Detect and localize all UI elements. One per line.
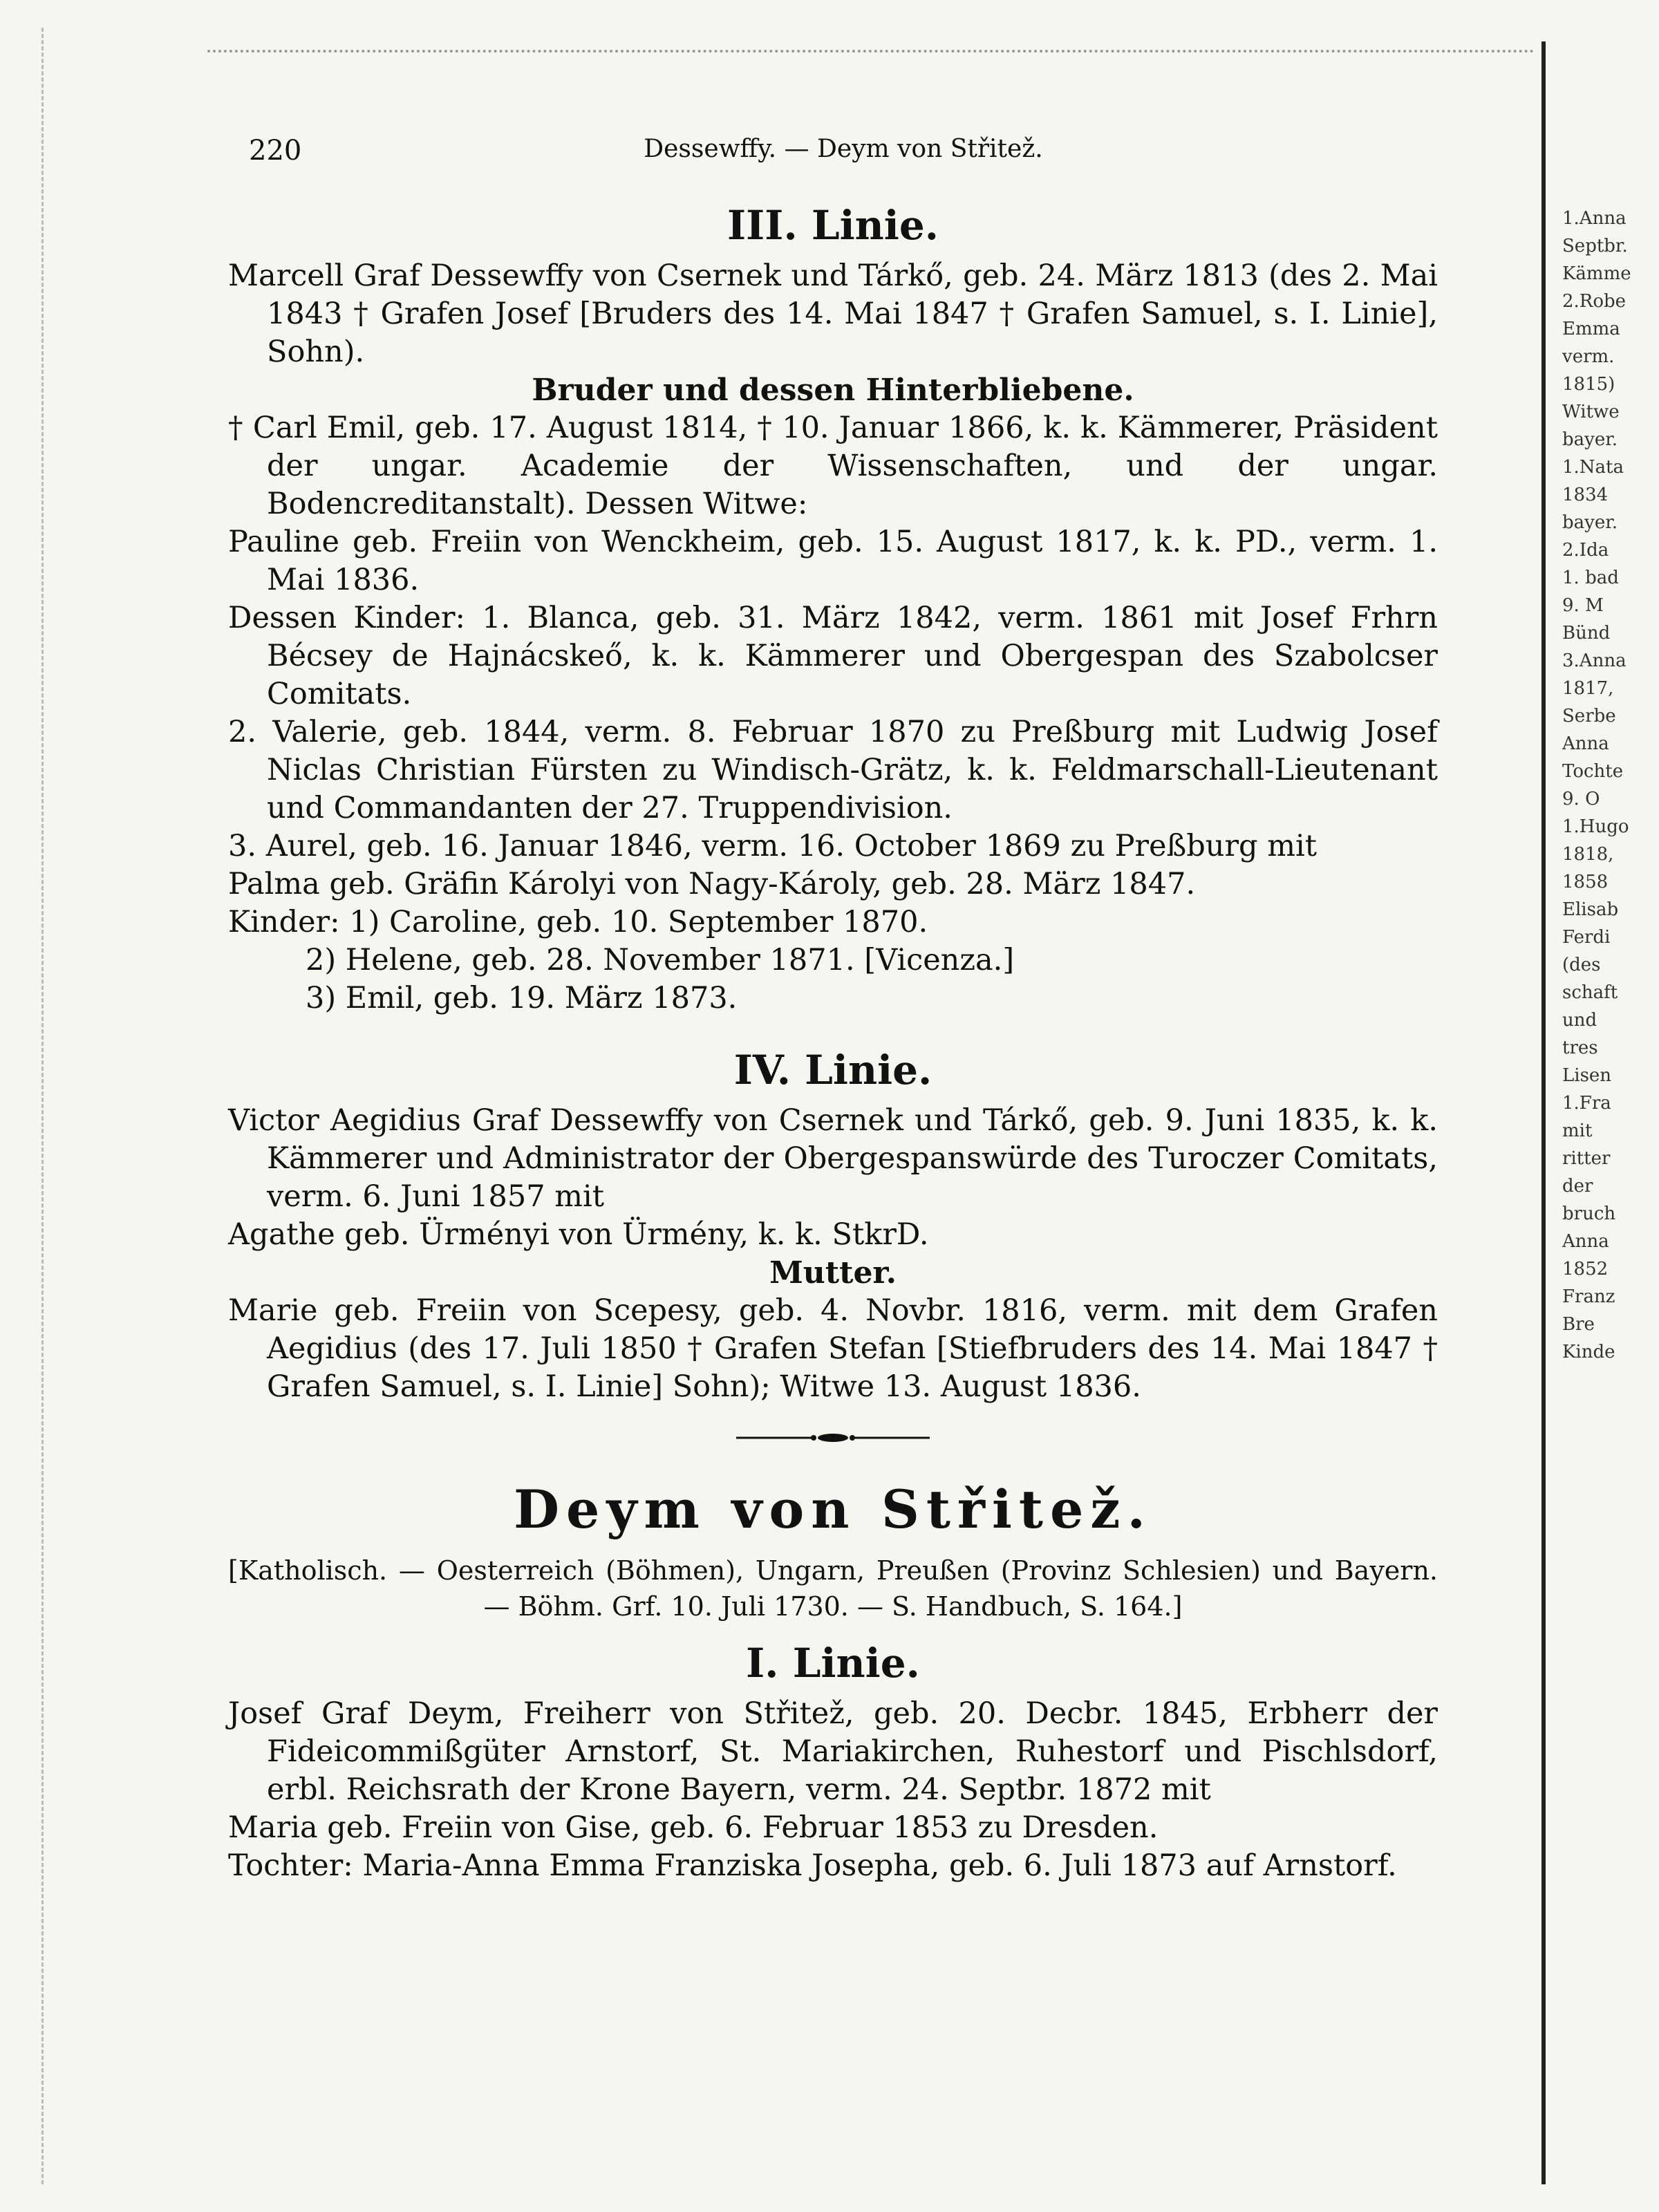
margin-fragment: Anna xyxy=(1562,1231,1609,1252)
subhead-bruder: Bruder und dessen Hinterbliebene. xyxy=(532,373,1134,408)
margin-fragment: Witwe xyxy=(1562,402,1620,422)
page-content xyxy=(228,200,1438,1885)
entry-maria-gise: Maria geb. Freiin von Gise, geb. 6. Februar 1853 zu Dresden. xyxy=(228,1810,1159,1845)
entry-valerie: 2. Valerie, geb. 1844, verm. 8. Februar 1870 zu Preßburg mit Ludwig Josef Niclas Christian Fürsten zu Windisch-Grätz, k. k. Feldmarschall-Lieutenant und Commandanten der 27. Truppendivision. xyxy=(228,715,1438,825)
margin-fragment: 1. bad xyxy=(1562,568,1619,588)
margin-fragment: und xyxy=(1562,1010,1597,1031)
ornament-divider xyxy=(228,1418,1438,1453)
ornament-rule-icon xyxy=(736,1431,930,1445)
margin-fragment: Tochte xyxy=(1562,761,1624,782)
margin-fragment: Serbe xyxy=(1562,706,1616,727)
family-title-deym: Deym von Střitež. xyxy=(514,1479,1152,1540)
margin-fragment: 1852 xyxy=(1562,1259,1609,1280)
margin-fragment: 1858 xyxy=(1562,872,1609,892)
margin-fragment: Ferdi xyxy=(1562,927,1611,948)
subhead-mutter: Mutter. xyxy=(769,1255,897,1291)
adjacent-page-fragments xyxy=(1562,207,1652,1369)
margin-fragment: 9. M xyxy=(1562,595,1604,616)
entry-kinder-blanca: Dessen Kinder: 1. Blanca, geb. 31. März 1842, verm. 1861 mit Josef Frhrn Bécsey de Hajnácskeő, k. k. Kämmerer und Obergespan des Szabolcser Comitats. xyxy=(228,601,1438,711)
entry-aurel: 3. Aurel, geb. 16. Januar 1846, verm. 16. October 1869 zu Preßburg mit xyxy=(228,829,1318,863)
margin-fragment: Franz xyxy=(1562,1286,1615,1307)
margin-fragment: Lisen xyxy=(1562,1065,1612,1086)
entry-palma: Palma geb. Gräfin Károlyi von Nagy-Károly, geb. 28. März 1847. xyxy=(228,867,1196,901)
margin-fragment: ritter xyxy=(1562,1148,1611,1169)
entry-josef-deym: Josef Graf Deym, Freiherr von Střitež, geb. 20. Decbr. 1845, Erbherr der Fideicommißgüter Arnstorf, St. Mariakirchen, Ruhestorf und Pischlsdorf, erbl. Reichsrath der Krone Bayern, verm. 24. Septbr. 1872 mit xyxy=(228,1696,1438,1807)
margin-fragment: Emma xyxy=(1562,319,1620,339)
margin-fragment: Kinde xyxy=(1562,1342,1615,1362)
margin-fragment: 3.Anna xyxy=(1562,650,1627,671)
margin-fragment: Bre xyxy=(1562,1314,1595,1335)
entry-tochter: Tochter: Maria-Anna Emma Franziska Josepha, geb. 6. Juli 1873 auf Arnstorf. xyxy=(228,1848,1397,1883)
entry-carl-emil: † Carl Emil, geb. 17. August 1814, † 10. Januar 1866, k. k. Kämmerer, Präsident der ungar. Academie der Wissenschaften, und der ungar. Bodencreditanstalt). Dessen Witwe: xyxy=(228,411,1438,521)
margin-fragment: 1834 xyxy=(1562,485,1609,505)
margin-fragment: Bünd xyxy=(1562,623,1611,644)
entry-agathe: Agathe geb. Ürményi von Ürmény, k. k. StkrD. xyxy=(228,1217,929,1252)
entry-marcell: Marcell Graf Dessewffy von Csernek und Tárkő, geb. 24. März 1813 (des 2. Mai 1843 † Grafen Josef [Bruders des 14. Mai 1847 † Grafen Samuel, s. I. Linie], Sohn). xyxy=(228,259,1438,369)
margin-fragment: (des xyxy=(1562,955,1601,975)
margin-fragment: bayer. xyxy=(1562,429,1618,450)
section-heading-iv: IV. Linie. xyxy=(733,1047,932,1094)
margin-fragment: 1.Hugo xyxy=(1562,816,1629,837)
margin-fragment: 1.Anna xyxy=(1562,208,1627,229)
entry-pauline: Pauline geb. Freiin von Wenckheim, geb. 15. August 1817, k. k. PD., verm. 1. Mai 1836. xyxy=(228,525,1438,597)
margin-fragment: 2.Ida xyxy=(1562,540,1609,561)
margin-fragment: Septbr. xyxy=(1562,236,1628,256)
family-description: [Katholisch. — Oesterreich (Böhmen), Ungarn, Preußen (Provinz Schlesien) und Bayern. — Böhm. Grf. 10. Juli 1730. — S. Handbuch, S. 164.] xyxy=(228,1555,1438,1622)
entry-caroline: Kinder: 1) Caroline, geb. 10. September 1870. xyxy=(228,905,928,939)
margin-fragment: 1.Fra xyxy=(1562,1093,1611,1114)
page-number: 220 xyxy=(249,135,302,167)
section-heading-iii: III. Linie. xyxy=(727,202,939,249)
margin-fragment: 2.Robe xyxy=(1562,291,1627,312)
margin-fragment: 1818, xyxy=(1562,844,1614,865)
margin-fragment: tres xyxy=(1562,1038,1598,1058)
entry-victor-aegidius: Victor Aegidius Graf Dessewffy von Csernek und Tárkő, geb. 9. Juni 1835, k. k. Kämmerer und Administrator der Obergespanswürde des Turoczer Comitats, verm. 6. Juni 1857 mit xyxy=(228,1103,1438,1214)
margin-fragment: schaft xyxy=(1562,982,1618,1003)
margin-fragment: bruch xyxy=(1562,1203,1616,1224)
margin-fragment: Anna xyxy=(1562,733,1609,754)
margin-fragment: 1817, xyxy=(1562,678,1614,699)
running-head: Dessewffy. — Deym von Střitež. xyxy=(644,135,1043,163)
margin-fragment: Elisab xyxy=(1562,899,1619,920)
margin-fragment: verm. xyxy=(1562,346,1615,367)
entry-helene: 2) Helene, geb. 28. November 1871. [Vicenza.] xyxy=(306,943,1015,977)
section-heading-deym-i: I. Linie. xyxy=(746,1640,920,1687)
top-dotted-rule xyxy=(207,50,1535,53)
margin-fragment: 1.Nata xyxy=(1562,457,1624,478)
page-header xyxy=(249,135,1438,176)
margin-fragment: 9. O xyxy=(1562,789,1600,809)
entry-emil: 3) Emil, geb. 19. März 1873. xyxy=(306,981,738,1015)
margin-fragment: der xyxy=(1562,1176,1593,1197)
margin-fragment: bayer. xyxy=(1562,512,1618,533)
scan-left-edge xyxy=(14,28,44,2184)
entry-marie: Marie geb. Freiin von Scepesy, geb. 4. Novbr. 1816, verm. mit dem Grafen Aegidius (des 17. Juli 1850 † Grafen Stefan [Stiefbruders des 14. Mai 1847 † Grafen Samuel, s. I. Linie] Sohn); Witwe 13. August 1836. xyxy=(228,1293,1438,1404)
margin-fragment: mit xyxy=(1562,1121,1593,1141)
binding-gutter-line xyxy=(1541,41,1546,2184)
margin-fragment: Kämme xyxy=(1562,263,1631,284)
margin-fragment: 1815) xyxy=(1562,374,1615,395)
